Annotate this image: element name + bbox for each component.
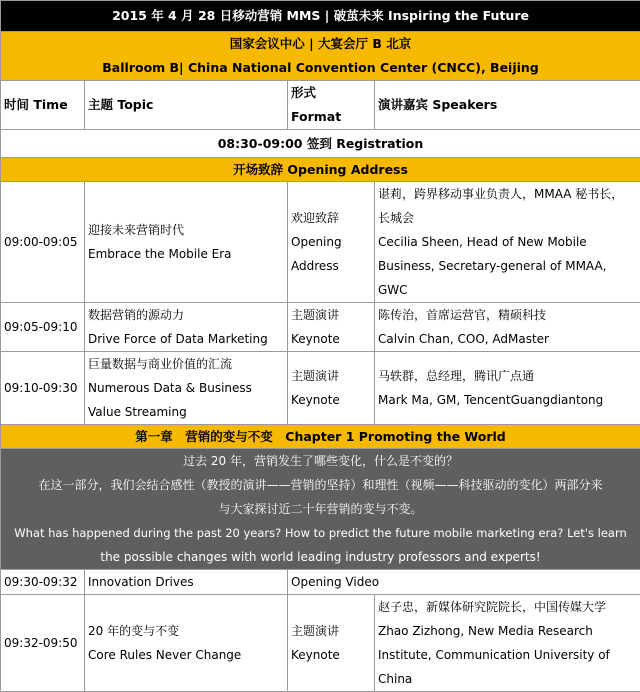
speaker-line: 赵子忠，新媒体研究院院长，中国传媒大学 bbox=[378, 595, 637, 619]
intro-line: 在这一部分，我们会结合感性（教授的演讲——营销的坚持）和理性（视频——科技驱动的变化）两部分来 bbox=[4, 473, 637, 497]
speaker-line: 马轶群，总经理，腾讯广点通 bbox=[378, 364, 637, 388]
session-time: 09:30-09:32 bbox=[1, 570, 85, 595]
session-topic bbox=[85, 352, 288, 425]
header-row bbox=[1, 81, 640, 130]
topic-line: 巨量数据与商业价值的汇流 bbox=[88, 352, 284, 376]
registration-text: 08:30-09:00 签到 Registration bbox=[1, 130, 640, 158]
format-line: 欢迎致辞 bbox=[291, 206, 371, 230]
event-banner: 2015 年 4 月 28 日移动营销 MMS | 破茧未来 Inspiring the Future bbox=[1, 1, 640, 32]
session-format: Opening Video bbox=[288, 570, 640, 595]
speaker-line: Zhao Zizhong, New Media Research bbox=[378, 619, 637, 643]
header-time: 时间 Time bbox=[1, 81, 85, 130]
venue-info bbox=[1, 32, 640, 81]
session-format bbox=[288, 595, 375, 692]
session-speakers bbox=[375, 595, 640, 692]
agenda-row bbox=[1, 595, 640, 692]
session-format bbox=[288, 352, 375, 425]
speaker-line: China bbox=[378, 667, 637, 691]
chapter-title: 第一章 营销的变与不变 Chapter 1 Promoting the World bbox=[1, 425, 640, 449]
format-line: Address bbox=[291, 254, 371, 278]
session-speakers bbox=[375, 352, 640, 425]
session-time: 09:00-09:05 bbox=[1, 182, 85, 303]
speaker-line: 陈传治，首席运营官，精硕科技 bbox=[378, 303, 637, 327]
intro-line: 过去 20 年，营销发生了哪些变化，什么是不变的？ bbox=[4, 449, 637, 473]
venue-row bbox=[1, 32, 640, 81]
intro-line: the possible changes with world leading industry professors and experts! bbox=[4, 545, 637, 569]
header-format bbox=[288, 81, 375, 130]
session-topic: Innovation Drives bbox=[85, 570, 288, 595]
topic-line: Value Streaming bbox=[88, 400, 284, 424]
format-line: 主题演讲 bbox=[291, 619, 371, 643]
speaker-line: Institute, Communication University of bbox=[378, 643, 637, 667]
session-topic bbox=[85, 182, 288, 303]
header-format-cn: 形式 bbox=[291, 81, 371, 105]
agenda-row bbox=[1, 303, 640, 352]
venue-cn: 国家会议中心 | 大宴会厅 B 北京 bbox=[4, 32, 637, 56]
header-topic: 主题 Topic bbox=[85, 81, 288, 130]
session-time: 09:05-09:10 bbox=[1, 303, 85, 352]
speaker-line: GWC bbox=[378, 278, 637, 302]
session-topic bbox=[85, 595, 288, 692]
format-line: Keynote bbox=[291, 643, 371, 667]
chapter-section-row bbox=[1, 425, 640, 449]
format-line: Keynote bbox=[291, 388, 371, 412]
session-format bbox=[288, 303, 375, 352]
topic-en: Embrace the Mobile Era bbox=[88, 242, 284, 266]
speaker-line: Cecilia Sheen, Head of New Mobile bbox=[378, 230, 637, 254]
header-speakers: 演讲嘉宾 Speakers bbox=[375, 81, 640, 130]
format-line: 主题演讲 bbox=[291, 364, 371, 388]
agenda-row bbox=[1, 182, 640, 303]
topic-line: Numerous Data & Business bbox=[88, 376, 284, 400]
speaker-line: Mark Ma, GM, TencentGuangdiantong bbox=[378, 388, 637, 412]
topic-cn: 数据营销的源动力 bbox=[88, 303, 284, 327]
banner-row bbox=[1, 1, 640, 32]
session-format bbox=[288, 182, 375, 303]
header-format-en: Format bbox=[291, 105, 371, 129]
session-speakers bbox=[375, 303, 640, 352]
session-topic bbox=[85, 303, 288, 352]
intro-line: 与大家探讨近二十年营销的变与不变。 bbox=[4, 497, 637, 521]
registration-row bbox=[1, 130, 640, 158]
format-line: Keynote bbox=[291, 327, 371, 351]
session-speakers bbox=[375, 182, 640, 303]
topic-cn: 迎接未来营销时代 bbox=[88, 218, 284, 242]
opening-section-title: 开场致辞 Opening Address bbox=[1, 158, 640, 182]
speaker-line: 谌莉，跨界移动事业负责人，MMAA 秘书长， bbox=[378, 182, 637, 206]
format-line: Opening bbox=[291, 230, 371, 254]
format-line: 主题演讲 bbox=[291, 303, 371, 327]
session-time: 09:32-09:50 bbox=[1, 595, 85, 692]
chapter-intro bbox=[1, 449, 640, 570]
speaker-line: Business, Secretary-general of MMAA, bbox=[378, 254, 637, 278]
intro-line: What has happened during the past 20 years? How to predict the future mobile marketing era? Let's learn bbox=[4, 521, 637, 545]
topic-en: Drive Force of Data Marketing bbox=[88, 327, 284, 351]
speaker-line: 长城会 bbox=[378, 206, 637, 230]
speaker-line: Calvin Chan, COO, AdMaster bbox=[378, 327, 637, 351]
chapter-intro-row bbox=[1, 449, 640, 570]
session-time: 09:10-09:30 bbox=[1, 352, 85, 425]
agenda-row bbox=[1, 570, 640, 595]
topic-en: Core Rules Never Change bbox=[88, 643, 284, 667]
topic-cn: 20 年的变与不变 bbox=[88, 619, 284, 643]
opening-section-row bbox=[1, 158, 640, 182]
venue-en: Ballroom B| China National Convention Center (CNCC), Beijing bbox=[4, 56, 637, 80]
agenda-row bbox=[1, 352, 640, 425]
